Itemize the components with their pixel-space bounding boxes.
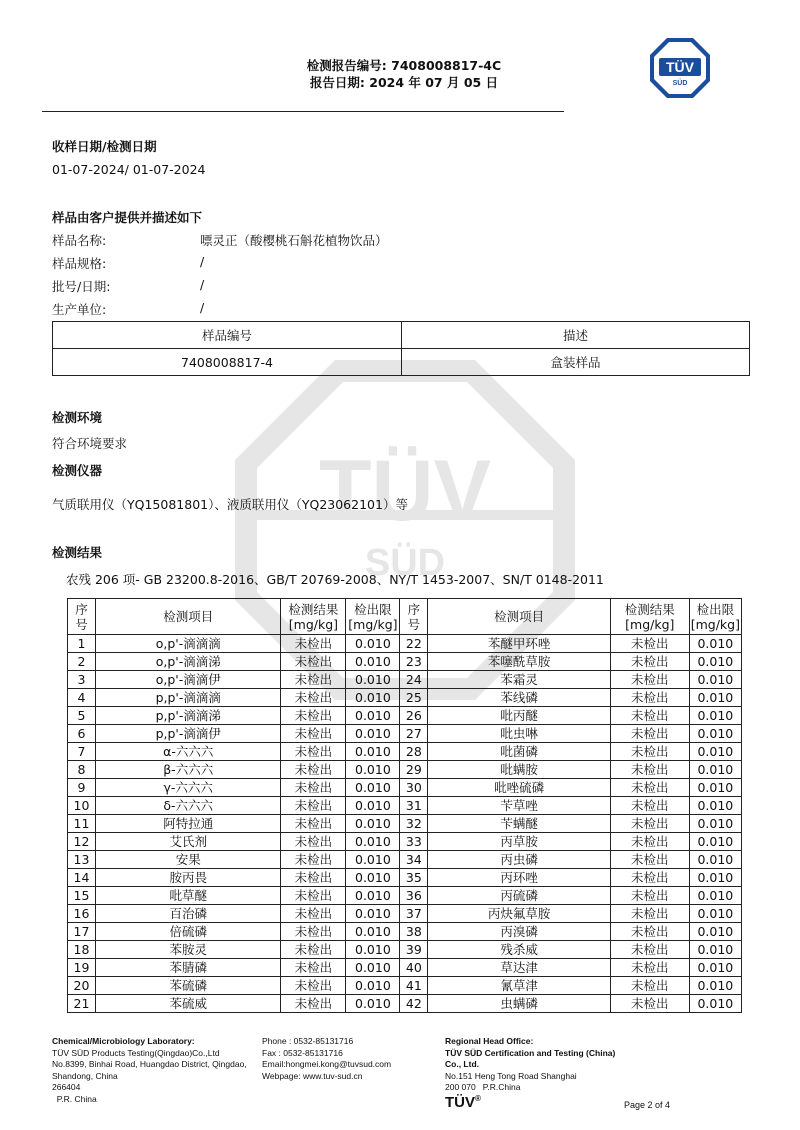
watermark-sub: SÜD [364,542,446,584]
row-result: 未检出 [281,761,346,779]
row-no: 13 [68,851,96,869]
table-row [68,779,742,797]
table-row [68,797,742,815]
row-result-2: 未检出 [610,941,689,959]
row-result-2: 未检出 [610,761,689,779]
row-no-2: 33 [400,833,428,851]
row-item-2: 氰草津 [428,977,610,995]
row-item: δ-六六六 [95,797,280,815]
row-limit-2: 0.010 [689,689,741,707]
row-no: 5 [68,707,96,725]
row-limit-2: 0.010 [689,761,741,779]
row-no: 19 [68,959,96,977]
table-row [68,851,742,869]
row-result: 未检出 [281,779,346,797]
row-item: 艾氏剂 [95,833,280,851]
row-result-2: 未检出 [610,959,689,977]
row-limit-2: 0.010 [689,671,741,689]
row-no-2: 35 [400,869,428,887]
row-result-2: 未检出 [610,653,689,671]
row-item-2: 丙溴磷 [428,923,610,941]
row-no-2: 39 [400,941,428,959]
row-limit-2: 0.010 [689,815,741,833]
row-no: 11 [68,815,96,833]
row-result-2: 未检出 [610,779,689,797]
row-item: 苯腈磷 [95,959,280,977]
row-no: 14 [68,869,96,887]
row-no: 2 [68,653,96,671]
results-subtitle: 农残 206 项- GB 23200.8-2016、GB/T 20769-2008、NY/T 1453-2007、SN/T 0148-2011 [66,572,604,587]
receipt-value: 01-07-2024/ 01-07-2024 [52,162,206,177]
row-item-2: 丙环唑 [428,869,610,887]
footer-lab-line: 266404 [52,1082,81,1092]
row-item-2: 苯醚甲环唑 [428,635,610,653]
row-item-2: 吡虫啉 [428,725,610,743]
table-row [68,671,742,689]
row-result: 未检出 [281,725,346,743]
col-result-header-2: 检测结果[mg/kg] [610,599,689,635]
row-result: 未检出 [281,923,346,941]
header-divider [42,111,564,112]
row-item: α-六六六 [95,743,280,761]
row-no-2: 29 [400,761,428,779]
environment-title: 检测环境 [52,410,103,425]
row-limit-2: 0.010 [689,707,741,725]
row-limit: 0.010 [346,833,400,851]
table-row [68,995,742,1013]
row-result-2: 未检出 [610,815,689,833]
row-item-2: 丙草胺 [428,833,610,851]
logo-text: TÜV [666,59,694,75]
footer-lab-line: Chemical/Microbiology Laboratory: [52,1036,195,1046]
row-limit: 0.010 [346,851,400,869]
row-no: 20 [68,977,96,995]
footer-contact [262,1036,391,1082]
row-no-2: 37 [400,905,428,923]
row-limit-2: 0.010 [689,887,741,905]
row-result-2: 未检出 [610,995,689,1013]
footer-contact-line: Email:hongmei.kong@tuvsud.com [262,1059,392,1069]
sample-table-header-desc: 描述 [402,322,750,349]
row-result-2: 未检出 [610,635,689,653]
row-result: 未检出 [281,689,346,707]
row-result-2: 未检出 [610,743,689,761]
row-result: 未检出 [281,977,346,995]
row-result-2: 未检出 [610,671,689,689]
row-result: 未检出 [281,941,346,959]
table-row [68,689,742,707]
row-limit-2: 0.010 [689,833,741,851]
row-no: 21 [68,995,96,1013]
sample-name-value: 嘌灵正（酸樱桃石斛花植物饮品） [200,233,388,248]
environment-value: 符合环境要求 [52,436,128,451]
row-no-2: 36 [400,887,428,905]
row-result: 未检出 [281,995,346,1013]
row-item: 胺丙畏 [95,869,280,887]
row-result: 未检出 [281,815,346,833]
row-limit: 0.010 [346,869,400,887]
row-limit: 0.010 [346,725,400,743]
row-no: 12 [68,833,96,851]
row-no-2: 27 [400,725,428,743]
row-item-2: 苯噻酰草胺 [428,653,610,671]
row-result: 未检出 [281,653,346,671]
row-item: 安果 [95,851,280,869]
table-row [68,905,742,923]
footer-contact-line: Fax : 0532-85131716 [262,1047,343,1058]
row-item-2: 苯线磷 [428,689,610,707]
results-table [67,598,742,1013]
row-limit-2: 0.010 [689,635,741,653]
row-item-2: 吡菌磷 [428,743,610,761]
row-result: 未检出 [281,833,346,851]
row-result-2: 未检出 [610,689,689,707]
row-item-2: 残杀威 [428,941,610,959]
row-no-2: 24 [400,671,428,689]
manufacturer-label: 生产单位: [52,302,107,317]
row-no-2: 30 [400,779,428,797]
footer-contact-line: Webpage: www.tuv-sud.cn [262,1070,363,1081]
row-item: 苯硫威 [95,995,280,1013]
row-item: o,p'-滴滴伊 [95,671,280,689]
row-no: 4 [68,689,96,707]
row-no: 18 [68,941,96,959]
table-row [68,743,742,761]
row-no: 15 [68,887,96,905]
page-number: Page 2 of 4 [624,1100,671,1110]
row-result: 未检出 [281,851,346,869]
row-no-2: 42 [400,995,428,1013]
instrument-value: 气质联用仪（YQ15081801）、液质联用仪（YQ23062101）等 [52,497,408,512]
row-item: γ-六六六 [95,779,280,797]
row-item: 吡草醚 [95,887,280,905]
footer-office-line: No.151 Heng Tong Road Shanghai [445,1070,577,1081]
col-no-header-2: 序号 [400,599,428,635]
row-item: 苯硫磷 [95,977,280,995]
row-no: 16 [68,905,96,923]
row-limit: 0.010 [346,995,400,1013]
row-item-2: 丙炔氟草胺 [428,905,610,923]
row-no: 8 [68,761,96,779]
row-item-2: 苄螨醚 [428,815,610,833]
row-limit-2: 0.010 [689,905,741,923]
row-item: 百治磷 [95,905,280,923]
row-item-2: 苯霜灵 [428,671,610,689]
row-limit-2: 0.010 [689,797,741,815]
row-limit: 0.010 [346,671,400,689]
row-limit-2: 0.010 [689,653,741,671]
sample-table-no: 7408008817-4 [53,349,402,376]
tuv-logo [650,38,710,98]
row-result-2: 未检出 [610,797,689,815]
row-limit: 0.010 [346,905,400,923]
row-limit-2: 0.010 [689,779,741,797]
row-limit: 0.010 [346,887,400,905]
row-no: 9 [68,779,96,797]
batch-label: 批号/日期: [52,279,111,294]
footer-lab-line: TÜV SÜD Products Testing(Qingdao)Co.,Ltd [52,1047,220,1058]
row-limit: 0.010 [346,815,400,833]
row-result: 未检出 [281,905,346,923]
footer-head-office [445,1036,615,1094]
row-no-2: 25 [400,689,428,707]
report-number: 检测报告编号: 7408008817-4C [306,58,502,73]
sample-spec-label: 样品规格: [52,256,107,271]
row-result-2: 未检出 [610,833,689,851]
row-item: o,p'-滴滴涕 [95,653,280,671]
row-no: 6 [68,725,96,743]
row-item: o,p'-滴滴滴 [95,635,280,653]
row-no-2: 22 [400,635,428,653]
sample-spec-value: / [200,254,205,269]
row-item-2: 丙硫磷 [428,887,610,905]
row-item-2: 吡唑硫磷 [428,779,610,797]
row-limit-2: 0.010 [689,869,741,887]
row-item-2: 草达津 [428,959,610,977]
sample-table-header-no: 样品编号 [53,322,402,349]
logo-sub: SÜD [672,80,688,87]
table-row [68,959,742,977]
sample-table [52,321,750,376]
row-item: p,p'-滴滴滴 [95,689,280,707]
row-item: 苯胺灵 [95,941,280,959]
row-item-2: 虫螨磷 [428,995,610,1013]
row-item-2: 苄草唑 [428,797,610,815]
footer-office-line: TÜV SÜD Certification and Testing (China) [445,1047,616,1058]
table-row [68,761,742,779]
col-result-header: 检测结果[mg/kg] [281,599,346,635]
row-limit: 0.010 [346,959,400,977]
row-limit-2: 0.010 [689,851,741,869]
table-row [68,977,742,995]
sample-info-title: 样品由客户提供并描述如下 [52,210,203,225]
col-limit-header-2: 检出限[mg/kg] [689,599,741,635]
row-item-2: 吡丙醚 [428,707,610,725]
row-result-2: 未检出 [610,977,689,995]
row-result: 未检出 [281,887,346,905]
col-limit-header: 检出限[mg/kg] [346,599,400,635]
col-item-header: 检测项目 [95,599,280,635]
table-row [68,923,742,941]
row-no: 7 [68,743,96,761]
col-no-header: 序号 [68,599,96,635]
table-row [68,941,742,959]
row-result-2: 未检出 [610,887,689,905]
footer-brand-text: TÜV [445,1094,475,1111]
table-row [68,815,742,833]
row-limit: 0.010 [346,635,400,653]
row-item: p,p'-滴滴涕 [95,707,280,725]
row-item: p,p'-滴滴伊 [95,725,280,743]
table-row [68,653,742,671]
row-limit-2: 0.010 [689,725,741,743]
sample-table-desc: 盒装样品 [402,349,750,376]
row-limit-2: 0.010 [689,959,741,977]
table-row [68,725,742,743]
row-no: 3 [68,671,96,689]
instrument-title: 检测仪器 [52,463,103,478]
row-limit: 0.010 [346,761,400,779]
footer-lab-line: Shandong, China [52,1070,118,1081]
footer-lab [52,1036,247,1105]
row-no-2: 23 [400,653,428,671]
row-limit: 0.010 [346,779,400,797]
row-result: 未检出 [281,743,346,761]
footer-office-line: 200 070 P.R.China [445,1082,521,1092]
row-no-2: 38 [400,923,428,941]
row-limit: 0.010 [346,923,400,941]
row-limit-2: 0.010 [689,923,741,941]
batch-value: / [200,277,205,292]
row-limit: 0.010 [346,689,400,707]
footer-office-line: Regional Head Office: [445,1036,534,1046]
row-result-2: 未检出 [610,707,689,725]
row-no-2: 32 [400,815,428,833]
sample-name-label: 样品名称: [52,233,107,248]
row-no-2: 26 [400,707,428,725]
row-result: 未检出 [281,869,346,887]
col-item-header-2: 检测项目 [428,599,610,635]
table-row [68,635,742,653]
row-result: 未检出 [281,635,346,653]
receipt-title: 收样日期/检测日期 [52,139,157,154]
row-result: 未检出 [281,671,346,689]
row-no: 17 [68,923,96,941]
watermark-text: TÜV [319,443,491,539]
row-result: 未检出 [281,797,346,815]
row-limit: 0.010 [346,653,400,671]
footer-office-line: Co., Ltd. [445,1059,479,1069]
results-title: 检测结果 [52,545,103,560]
row-item-2: 丙虫磷 [428,851,610,869]
row-result-2: 未检出 [610,923,689,941]
row-no-2: 31 [400,797,428,815]
report-date: 报告日期: 2024 年 07 月 05 日 [309,75,499,90]
row-no-2: 41 [400,977,428,995]
row-limit: 0.010 [346,797,400,815]
row-item: β-六六六 [95,761,280,779]
row-result-2: 未检出 [610,851,689,869]
row-result: 未检出 [281,707,346,725]
row-no-2: 40 [400,959,428,977]
row-result-2: 未检出 [610,905,689,923]
row-item-2: 吡螨胺 [428,761,610,779]
row-result-2: 未检出 [610,725,689,743]
row-result-2: 未检出 [610,869,689,887]
footer-lab-line: No.8399, Binhai Road, Huangdao District, Qingdao, [52,1059,247,1069]
row-limit-2: 0.010 [689,977,741,995]
row-item: 阿特拉通 [95,815,280,833]
row-no: 1 [68,635,96,653]
row-no-2: 34 [400,851,428,869]
footer-brand: TÜV® [445,1094,481,1111]
footer-lab-line: P.R. China [52,1093,97,1104]
row-result: 未检出 [281,959,346,977]
row-item: 倍硫磷 [95,923,280,941]
manufacturer-value: / [200,300,205,315]
table-row [68,707,742,725]
row-no-2: 28 [400,743,428,761]
table-row [68,869,742,887]
row-limit-2: 0.010 [689,995,741,1013]
row-limit: 0.010 [346,707,400,725]
row-no: 10 [68,797,96,815]
row-limit: 0.010 [346,977,400,995]
table-row [68,887,742,905]
row-limit: 0.010 [346,743,400,761]
table-row [68,833,742,851]
footer-contact-line: Phone : 0532-85131716 [262,1036,354,1046]
row-limit-2: 0.010 [689,743,741,761]
row-limit: 0.010 [346,941,400,959]
row-limit-2: 0.010 [689,941,741,959]
